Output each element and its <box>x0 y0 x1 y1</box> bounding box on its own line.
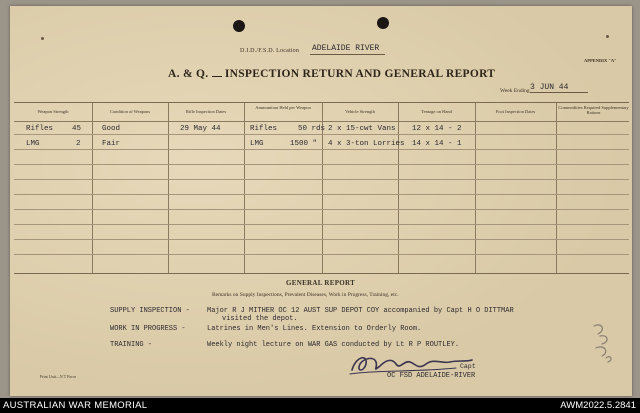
cell-tentage: 12 x 14 - 2 <box>412 125 462 133</box>
footer-accession-number: AWM2022.5.2841 <box>560 400 636 411</box>
footer-institution: AUSTRALIAN WAR MEMORIAL <box>3 400 148 411</box>
header-foot-inspection: Foot Inspection Dates <box>495 109 536 114</box>
row-line <box>14 239 629 240</box>
print-unit-note: Print Unit—N T Force <box>40 374 77 379</box>
cell-rifle-date: 29 May 44 <box>180 125 221 133</box>
header-condition: Condition of Weapons <box>109 109 151 114</box>
paper-mark <box>606 35 609 38</box>
column-divider <box>556 103 557 273</box>
general-report-subtitle: Remarks on Supply Inspections, Prevalent Diseases, Work in Progress, Training, etc. <box>212 292 399 298</box>
column-divider <box>168 103 169 273</box>
week-ending-label: Week Ending <box>500 88 530 94</box>
cell-condition: Fair <box>102 140 121 148</box>
general-report-title: GENERAL REPORT <box>286 279 356 287</box>
remark-text-supply-cont: visited the depot. <box>222 315 298 323</box>
form-title-main: INSPECTION RETURN AND GENERAL REPORT <box>224 68 496 80</box>
remark-heading-training: TRAINING - <box>110 341 153 349</box>
column-divider <box>92 103 93 273</box>
cell-ammo-weapon: Rifles <box>250 125 278 133</box>
remark-text-training: Weekly night lecture on WAR GAS conducted by Lt R P ROUTLEY. <box>207 341 460 349</box>
remark-text-supply: Major R J MITHER OC 12 AUST SUP DEPOT COY accompanied by Capt H O DITTMAR <box>207 307 514 315</box>
cell-vehicle: 4 x 3-ton Lorries <box>328 140 405 148</box>
punch-hole-right <box>377 17 389 29</box>
row-line <box>14 149 629 150</box>
header-rifle-inspection: Rifle Inspection Dates <box>185 109 227 114</box>
signatory-unit: OC FSD ADELAIDE-RIVER <box>387 372 476 380</box>
location-value: ADELAIDE RIVER <box>310 44 385 55</box>
cell-weapon: Rifles <box>26 125 54 133</box>
row-line <box>14 164 629 165</box>
row-line <box>14 224 629 225</box>
column-divider <box>398 103 399 273</box>
cell-weapon: LMG <box>26 140 40 148</box>
location-label: D.I.D./F.S.D. Location <box>240 48 300 54</box>
punch-hole-left <box>233 20 245 32</box>
cell-ammo-amount: 1500 " <box>290 140 318 148</box>
week-ending-value: 3 JUN 44 <box>530 83 588 93</box>
header-tentage: Tentage on Hand <box>421 109 452 114</box>
cell-ammo-amount: 50 rds <box>298 125 326 133</box>
paper-mark <box>41 37 44 40</box>
cell-ammo-weapon: LMG <box>250 140 264 148</box>
header-weapon-strength: Weapon Strength <box>37 109 69 114</box>
remark-heading-work: WORK IN PROGRESS - <box>110 325 186 333</box>
title-underline <box>212 68 222 77</box>
cell-tentage: 14 x 14 - 1 <box>412 140 462 148</box>
remark-heading-supply: SUPPLY INSPECTION - <box>110 307 190 315</box>
form-title <box>168 68 495 80</box>
row-line <box>14 194 629 195</box>
row-line <box>14 254 629 255</box>
header-ammunition: Ammunition Held per Weapon <box>255 105 311 110</box>
column-divider <box>475 103 476 273</box>
row-line <box>14 179 629 180</box>
inspection-table <box>14 102 629 274</box>
footer-bar <box>0 398 640 413</box>
row-line <box>14 209 629 210</box>
pencil-margin-annotation <box>588 320 618 364</box>
header-commodities: Commodities Required Supplementary Rations <box>558 105 629 115</box>
form-title-prefix: A. & Q. <box>168 68 209 80</box>
signatory-rank: Capt <box>460 363 476 370</box>
cell-vehicle: 2 x 15-cwt Vans <box>328 125 396 133</box>
cell-weapon-count: 45 <box>72 125 82 133</box>
cell-condition: Good <box>102 125 121 133</box>
header-rule <box>14 121 629 122</box>
appendix-label: APPENDIX "A" <box>584 58 617 63</box>
remark-text-work: Latrines in Men's Lines. Extension to Orderly Room. <box>207 325 422 333</box>
header-vehicle-strength: Vehicle Strength <box>345 109 375 114</box>
column-divider <box>244 103 245 273</box>
row-line <box>14 134 629 135</box>
cell-weapon-count: 2 <box>76 140 81 148</box>
